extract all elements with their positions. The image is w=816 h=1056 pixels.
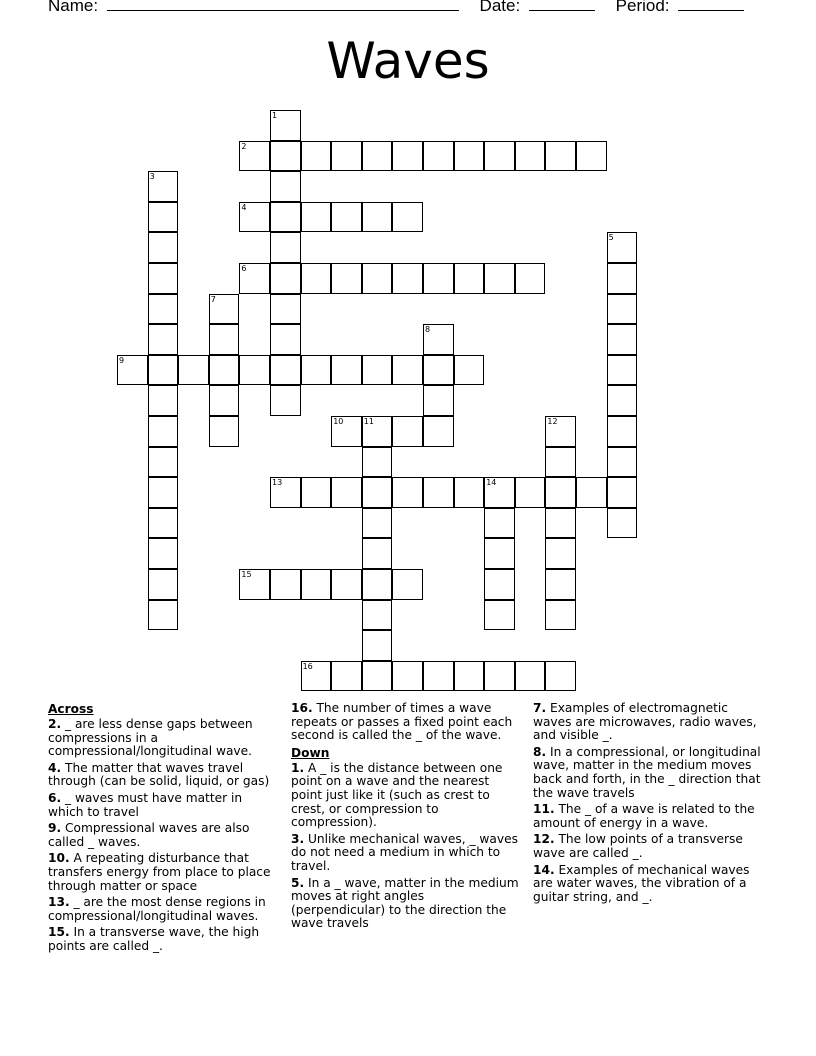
grid-cell[interactable] — [148, 324, 179, 355]
grid-cell[interactable] — [331, 477, 362, 508]
down-heading: Down — [291, 745, 330, 760]
grid-cell[interactable] — [423, 141, 454, 172]
grid-cell[interactable] — [607, 294, 638, 325]
across-heading: Across — [48, 702, 94, 716]
grid-cell[interactable] — [331, 661, 362, 692]
cell-number: 8 — [425, 325, 431, 335]
grid-cell[interactable] — [576, 141, 607, 172]
grid-cell[interactable] — [454, 355, 485, 386]
clue-across-2: 2. _ are less dense gaps between compressions in a compressional/longitudinal wave. — [48, 717, 253, 759]
clue-across-13: 13. _ are the most dense regions in compressional/longitudinal waves. — [48, 895, 266, 923]
grid-cell[interactable] — [545, 508, 576, 539]
period-label: Period: — [615, 0, 670, 15]
grid-cell[interactable] — [301, 355, 332, 386]
grid-cell[interactable] — [392, 477, 423, 508]
grid-cell[interactable] — [454, 141, 485, 172]
grid-cell[interactable] — [270, 232, 301, 263]
cell-number: 10 — [333, 417, 344, 426]
grid-cell[interactable] — [270, 263, 301, 294]
grid-cell[interactable] — [148, 538, 179, 569]
cell-number: 11 — [363, 417, 374, 426]
grid-cell[interactable] — [362, 416, 393, 447]
clue-down-14: 14. Examples of mechanical waves are water waves, the vibration of a guitar string, and _. — [533, 862, 750, 904]
grid-cell[interactable] — [423, 661, 454, 692]
grid-cell[interactable] — [239, 141, 270, 172]
grid-cell[interactable] — [515, 477, 546, 508]
grid-cell[interactable] — [484, 569, 515, 600]
cell-number: 7 — [210, 294, 216, 304]
grid-cell[interactable] — [362, 477, 393, 508]
grid-cell[interactable] — [392, 263, 423, 294]
grid-cell[interactable] — [607, 385, 638, 416]
grid-cell[interactable] — [362, 569, 393, 600]
grid-cell[interactable] — [301, 202, 332, 233]
grid-cell[interactable] — [301, 661, 332, 692]
grid-cell[interactable] — [515, 263, 546, 294]
clues-column-1 — [48, 702, 278, 957]
name-label: Name: — [48, 0, 99, 15]
grid-cell[interactable] — [362, 600, 393, 631]
cell-number: 16 — [302, 661, 313, 671]
grid-cell[interactable] — [178, 355, 209, 386]
grid-cell[interactable] — [607, 447, 638, 478]
clue-down-11: 11. The _ of a wave is related to the amount of energy in a wave. — [533, 802, 755, 830]
clue-down-12: 12. The low points of a transverse wave are called _. — [533, 832, 743, 860]
grid-cell[interactable] — [239, 202, 270, 233]
grid-cell[interactable] — [545, 477, 576, 508]
grid-cell[interactable] — [148, 232, 179, 263]
grid-cell[interactable] — [392, 661, 423, 692]
grid-cell[interactable] — [331, 141, 362, 172]
grid-cell[interactable] — [270, 477, 301, 508]
grid-cell[interactable] — [392, 569, 423, 600]
grid-cell[interactable] — [423, 324, 454, 355]
grid-cell[interactable] — [484, 661, 515, 692]
grid-cell[interactable] — [454, 477, 485, 508]
grid-cell[interactable] — [607, 416, 638, 447]
grid-cell[interactable] — [331, 263, 362, 294]
grid-cell[interactable] — [209, 324, 240, 355]
grid-cell[interactable] — [362, 355, 393, 386]
grid-cell[interactable] — [545, 447, 576, 478]
grid-cell[interactable] — [362, 508, 393, 539]
grid-cell[interactable] — [270, 110, 301, 141]
cell-number: 6 — [241, 264, 247, 273]
grid-cell[interactable] — [576, 477, 607, 508]
grid-cell[interactable] — [392, 141, 423, 172]
grid-cell[interactable] — [301, 477, 332, 508]
clue-down-8: 8. In a compressional, or longitudinal wave, matter in the medium moves back and forth, in the _ direction that the wave travels — [533, 744, 761, 800]
grid-cell[interactable] — [423, 263, 454, 294]
grid-cell[interactable] — [545, 600, 576, 631]
grid-cell[interactable] — [270, 294, 301, 325]
grid-cell[interactable] — [484, 538, 515, 569]
grid-cell[interactable] — [392, 416, 423, 447]
clue-down-1: 1. A _ is the distance between one point on a wave and the nearest point just like it (such as crest to crest, or compression to compression). — [291, 760, 503, 830]
clue-across-6: 6. _ waves must have matter in which to travel — [48, 790, 243, 819]
cell-number: 14 — [486, 478, 497, 488]
cell-number: 12 — [547, 417, 558, 426]
clue-down-5: 5. In a _ wave, matter in the medium moves at right angles (perpendicular) to the direction the wave travels — [291, 875, 519, 931]
grid-cell[interactable] — [148, 447, 179, 478]
grid-cell[interactable] — [607, 477, 638, 508]
grid-cell[interactable] — [607, 263, 638, 294]
grid-cell[interactable] — [148, 355, 179, 386]
clue-across-10: 10. A repeating disturbance that transfers energy from place to place through matter or space — [48, 851, 271, 893]
cell-number: 4 — [241, 202, 247, 212]
grid-cell[interactable] — [607, 232, 638, 263]
grid-cell[interactable] — [301, 569, 332, 600]
grid-cell[interactable] — [515, 141, 546, 172]
grid-cell[interactable] — [362, 630, 393, 661]
clue-across-9: 9. Compressional waves are also called _ waves. — [48, 821, 250, 849]
clue-down-7: 7. Examples of electromagnetic waves are microwaves, radio waves, and visible _. — [533, 701, 757, 743]
grid-cell[interactable] — [545, 569, 576, 600]
grid-cell[interactable] — [392, 202, 423, 233]
grid-cell[interactable] — [148, 202, 179, 233]
grid-cell[interactable] — [607, 508, 638, 539]
grid-cell[interactable] — [270, 324, 301, 355]
grid-cell[interactable] — [209, 355, 240, 386]
grid-cell[interactable] — [270, 171, 301, 202]
clue-across-16: 16. The number of times a wave repeats or passes a fixed point each second is called the _ of the wave. — [291, 701, 513, 743]
grid-cell[interactable] — [484, 600, 515, 631]
clues-column-2 — [291, 702, 521, 934]
grid-cell[interactable] — [362, 141, 393, 172]
grid-cell[interactable] — [148, 385, 179, 416]
cell-number: 15 — [241, 570, 252, 579]
grid-cell[interactable] — [362, 202, 393, 233]
cell-number: 5 — [608, 233, 614, 243]
cell-number: 1 — [272, 111, 278, 120]
grid-cell[interactable] — [545, 661, 576, 692]
grid-cell[interactable] — [484, 141, 515, 172]
grid-cell[interactable] — [270, 355, 301, 386]
cell-number: 2 — [241, 141, 247, 151]
clue-across-4: 4. The matter that waves travel through (can be solid, liquid, or gas) — [48, 760, 270, 789]
grid-cell[interactable] — [515, 661, 546, 692]
grid-cell[interactable] — [423, 385, 454, 416]
grid-cell[interactable] — [270, 569, 301, 600]
grid-cell[interactable] — [148, 416, 179, 447]
grid-cell[interactable] — [239, 569, 270, 600]
grid-cell[interactable] — [148, 569, 179, 600]
grid-cell[interactable] — [331, 416, 362, 447]
grid-cell[interactable] — [331, 569, 362, 600]
grid-cell[interactable] — [209, 294, 240, 325]
grid-cell[interactable] — [301, 141, 332, 172]
clues-column-3 — [533, 702, 763, 907]
grid-cell[interactable] — [484, 508, 515, 539]
date-label: Date: — [479, 0, 521, 15]
grid-cell[interactable] — [484, 477, 515, 508]
grid-cell[interactable] — [362, 447, 393, 478]
grid-cell[interactable] — [270, 385, 301, 416]
grid-cell[interactable] — [270, 141, 301, 172]
grid-cell[interactable] — [607, 355, 638, 386]
grid-cell[interactable] — [545, 416, 576, 447]
grid-cell[interactable] — [148, 477, 179, 508]
clue-across-15: 15. In a transverse wave, the high points are called _. — [48, 925, 260, 953]
grid-cell[interactable] — [301, 263, 332, 294]
grid-cell[interactable] — [423, 416, 454, 447]
grid-cell[interactable] — [423, 355, 454, 386]
grid-cell[interactable] — [148, 263, 179, 294]
grid-cell[interactable] — [148, 600, 179, 631]
grid-cell[interactable] — [362, 661, 393, 692]
grid-cell[interactable] — [331, 355, 362, 386]
clue-down-3: 3. Unlike mechanical waves, _ waves do not need a medium in which to travel. — [291, 831, 518, 873]
grid-cell[interactable] — [392, 355, 423, 386]
grid-cell[interactable] — [148, 171, 179, 202]
grid-cell[interactable] — [362, 538, 393, 569]
page-title: Waves — [326, 32, 490, 90]
grid-cell[interactable] — [607, 324, 638, 355]
grid-cell[interactable] — [209, 416, 240, 447]
cell-number: 9 — [119, 355, 125, 365]
grid-cell[interactable] — [148, 294, 179, 325]
grid-cell[interactable] — [423, 477, 454, 508]
grid-cell[interactable] — [209, 385, 240, 416]
grid-cell[interactable] — [362, 263, 393, 294]
grid-cell[interactable] — [239, 263, 270, 294]
grid-cell[interactable] — [545, 538, 576, 569]
grid-cell[interactable] — [148, 508, 179, 539]
grid-cell[interactable] — [484, 263, 515, 294]
cell-number: 3 — [149, 172, 155, 182]
grid-cell[interactable] — [331, 202, 362, 233]
grid-cell[interactable] — [454, 661, 485, 692]
cell-number: 13 — [272, 478, 283, 488]
grid-cell[interactable] — [545, 141, 576, 172]
grid-cell[interactable] — [239, 355, 270, 386]
grid-cell[interactable] — [117, 355, 148, 386]
grid-cell[interactable] — [270, 202, 301, 233]
grid-cell[interactable] — [454, 263, 485, 294]
